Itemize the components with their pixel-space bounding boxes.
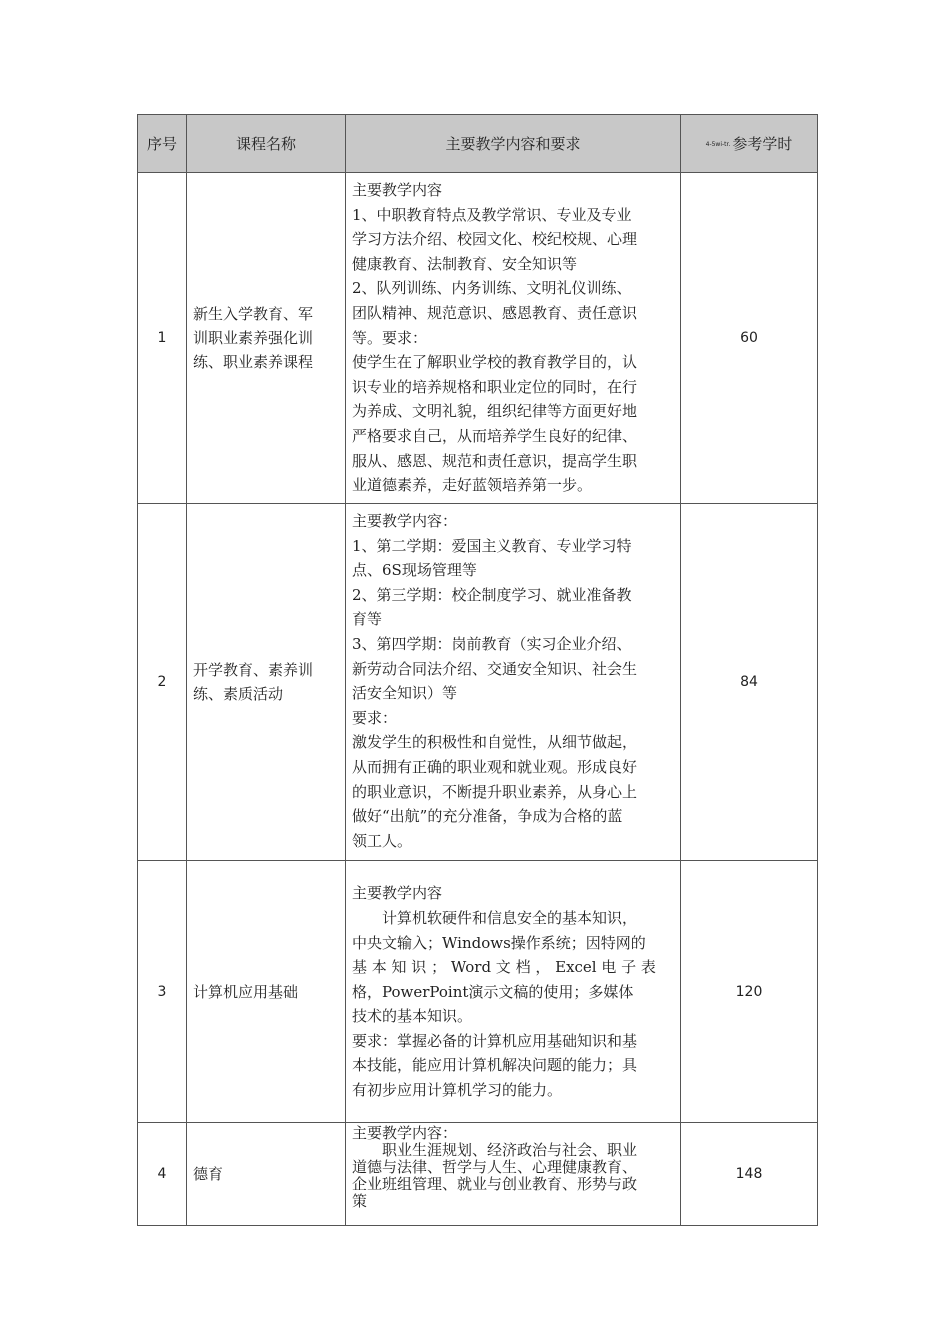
header-hours [681,115,818,173]
content-line: 2、队列训练、内务训练、文明礼仪训练、 [352,279,632,298]
header-hours-prefix: 4-5wi-tr. [705,141,731,148]
content-line: 要求：掌握必备的计算机应用基础知识和基 [352,1031,638,1050]
table-row [138,861,818,1123]
row-number: 4 [138,1123,187,1226]
content-line: 计算机软硬件和信息安全的基本知识， [382,908,638,927]
course-table [137,114,818,1226]
content-line: 2、第三学期：校企制度学习、就业准备教 [352,585,632,604]
content-line: 严格要求自己，从而培养学生良好的纪律、 [352,426,638,445]
table-row [138,504,818,861]
content-line: 的职业意识，不断提升职业素养，从身心上 [352,782,638,801]
course-hours: 60 [681,173,818,504]
content-line: 中央文输入；Windows操作系统；因特网的 [352,933,646,952]
content-line: 业道德素养，走好蓝领培养第一步。 [352,476,593,495]
content-line: 新劳动合同法介绍、交通安全知识、社会生 [352,659,638,678]
content-line: 基 本 知 识 ； Word 文 档 ， Excel 电 子 表 [352,958,656,977]
course-name-line: 计算机应用基础 [193,982,299,1001]
course-name-line: 练、素质活动 [193,685,284,703]
content-line: 团队精神、规范意识、感恩教育、责任意识 [352,303,638,322]
content-line: 点、6S现场管理等 [352,561,477,580]
content-line: 活安全知识）等 [352,684,458,703]
header-no: 序号 [138,115,187,173]
header-content: 主要教学内容和要求 [346,115,681,173]
header-hours-label: 参考学时 [732,135,793,153]
course-name-line: 德育 [193,1165,224,1183]
row-number: 2 [138,504,187,861]
content-line: 等。要求： [352,328,428,347]
content-line: 1、中职教育特点及教学常识、专业及专业 [352,205,632,224]
content-line: 职业生涯规划、经济政治与社会、职业 [382,1142,638,1159]
content-line: 领工人。 [352,831,413,850]
content-line: 识专业的培养规格和职业定位的同时，在行 [352,377,638,396]
content-line: 服从、感恩、规范和责任意识，提高学生职 [352,451,638,470]
content-line: 做好“出航”的充分准备，争成为合格的蓝 [352,807,623,826]
content-clip [352,1125,674,1219]
course-hours: 120 [681,861,818,1123]
table-row [138,173,818,504]
table-row [138,1123,818,1226]
content-line: 本技能，能应用计算机解决问题的能力；具 [352,1056,638,1075]
course-content [346,504,681,861]
content-line: 主要教学内容： [352,512,458,530]
content-line: 1、第二学期：爱国主义教育、专业学习特 [352,536,632,555]
content-line: 主要教学内容： [352,1125,458,1142]
content-line: 从而拥有正确的职业观和就业观。形成良好 [352,757,638,776]
row-number: 3 [138,861,187,1123]
content-line: 3、第四学期：岗前教育（实习企业介绍、 [352,634,632,653]
content-line: 主要教学内容 [352,884,443,903]
course-name [187,861,346,1123]
course-hours: 148 [681,1123,818,1226]
row-number: 1 [138,173,187,504]
content-line: 学习方法介绍、校园文化、校纪校规、心理 [352,230,638,249]
course-name-line: 开学教育、素养训 [193,661,314,679]
content-line: 有初步应用计算机学习的能力。 [352,1081,563,1100]
content-line: 健康教育、法制教育、安全知识等 [352,254,578,273]
content-line: 技术的基本知识。 [352,1007,473,1026]
course-hours: 84 [681,504,818,861]
content-line: 为养成、文明礼貌，组织纪律等方面更好地 [352,402,638,421]
course-name-line: 训职业素养强化训 [193,329,314,347]
course-name [187,1123,346,1226]
header-name: 课程名称 [187,115,346,173]
course-name [187,173,346,504]
content-line: 激发学生的积极性和自觉性，从细节做起， [352,733,638,752]
content-line: 要求： [352,708,398,727]
course-name-line: 新生入学教育、军 [193,305,314,323]
course-content [346,1123,681,1226]
header-row [138,115,818,173]
course-content [346,861,681,1123]
content-line: 使学生在了解职业学校的教育教学目的，认 [352,353,638,372]
course-content [346,173,681,504]
content-line: 主要教学内容 [352,181,443,199]
content-line: 道德与法律、哲学与人生、心理健康教育、 [352,1159,638,1176]
content-line: 策 [352,1193,368,1210]
content-line: 格，PowerPoint演示文稿的使用；多媒体 [352,982,634,1001]
course-name [187,504,346,861]
content-line: 育等 [352,610,383,629]
course-name-line: 练、职业素养课程 [193,353,314,371]
content-line: 企业班组管理、就业与创业教育、形势与政 [352,1176,638,1193]
